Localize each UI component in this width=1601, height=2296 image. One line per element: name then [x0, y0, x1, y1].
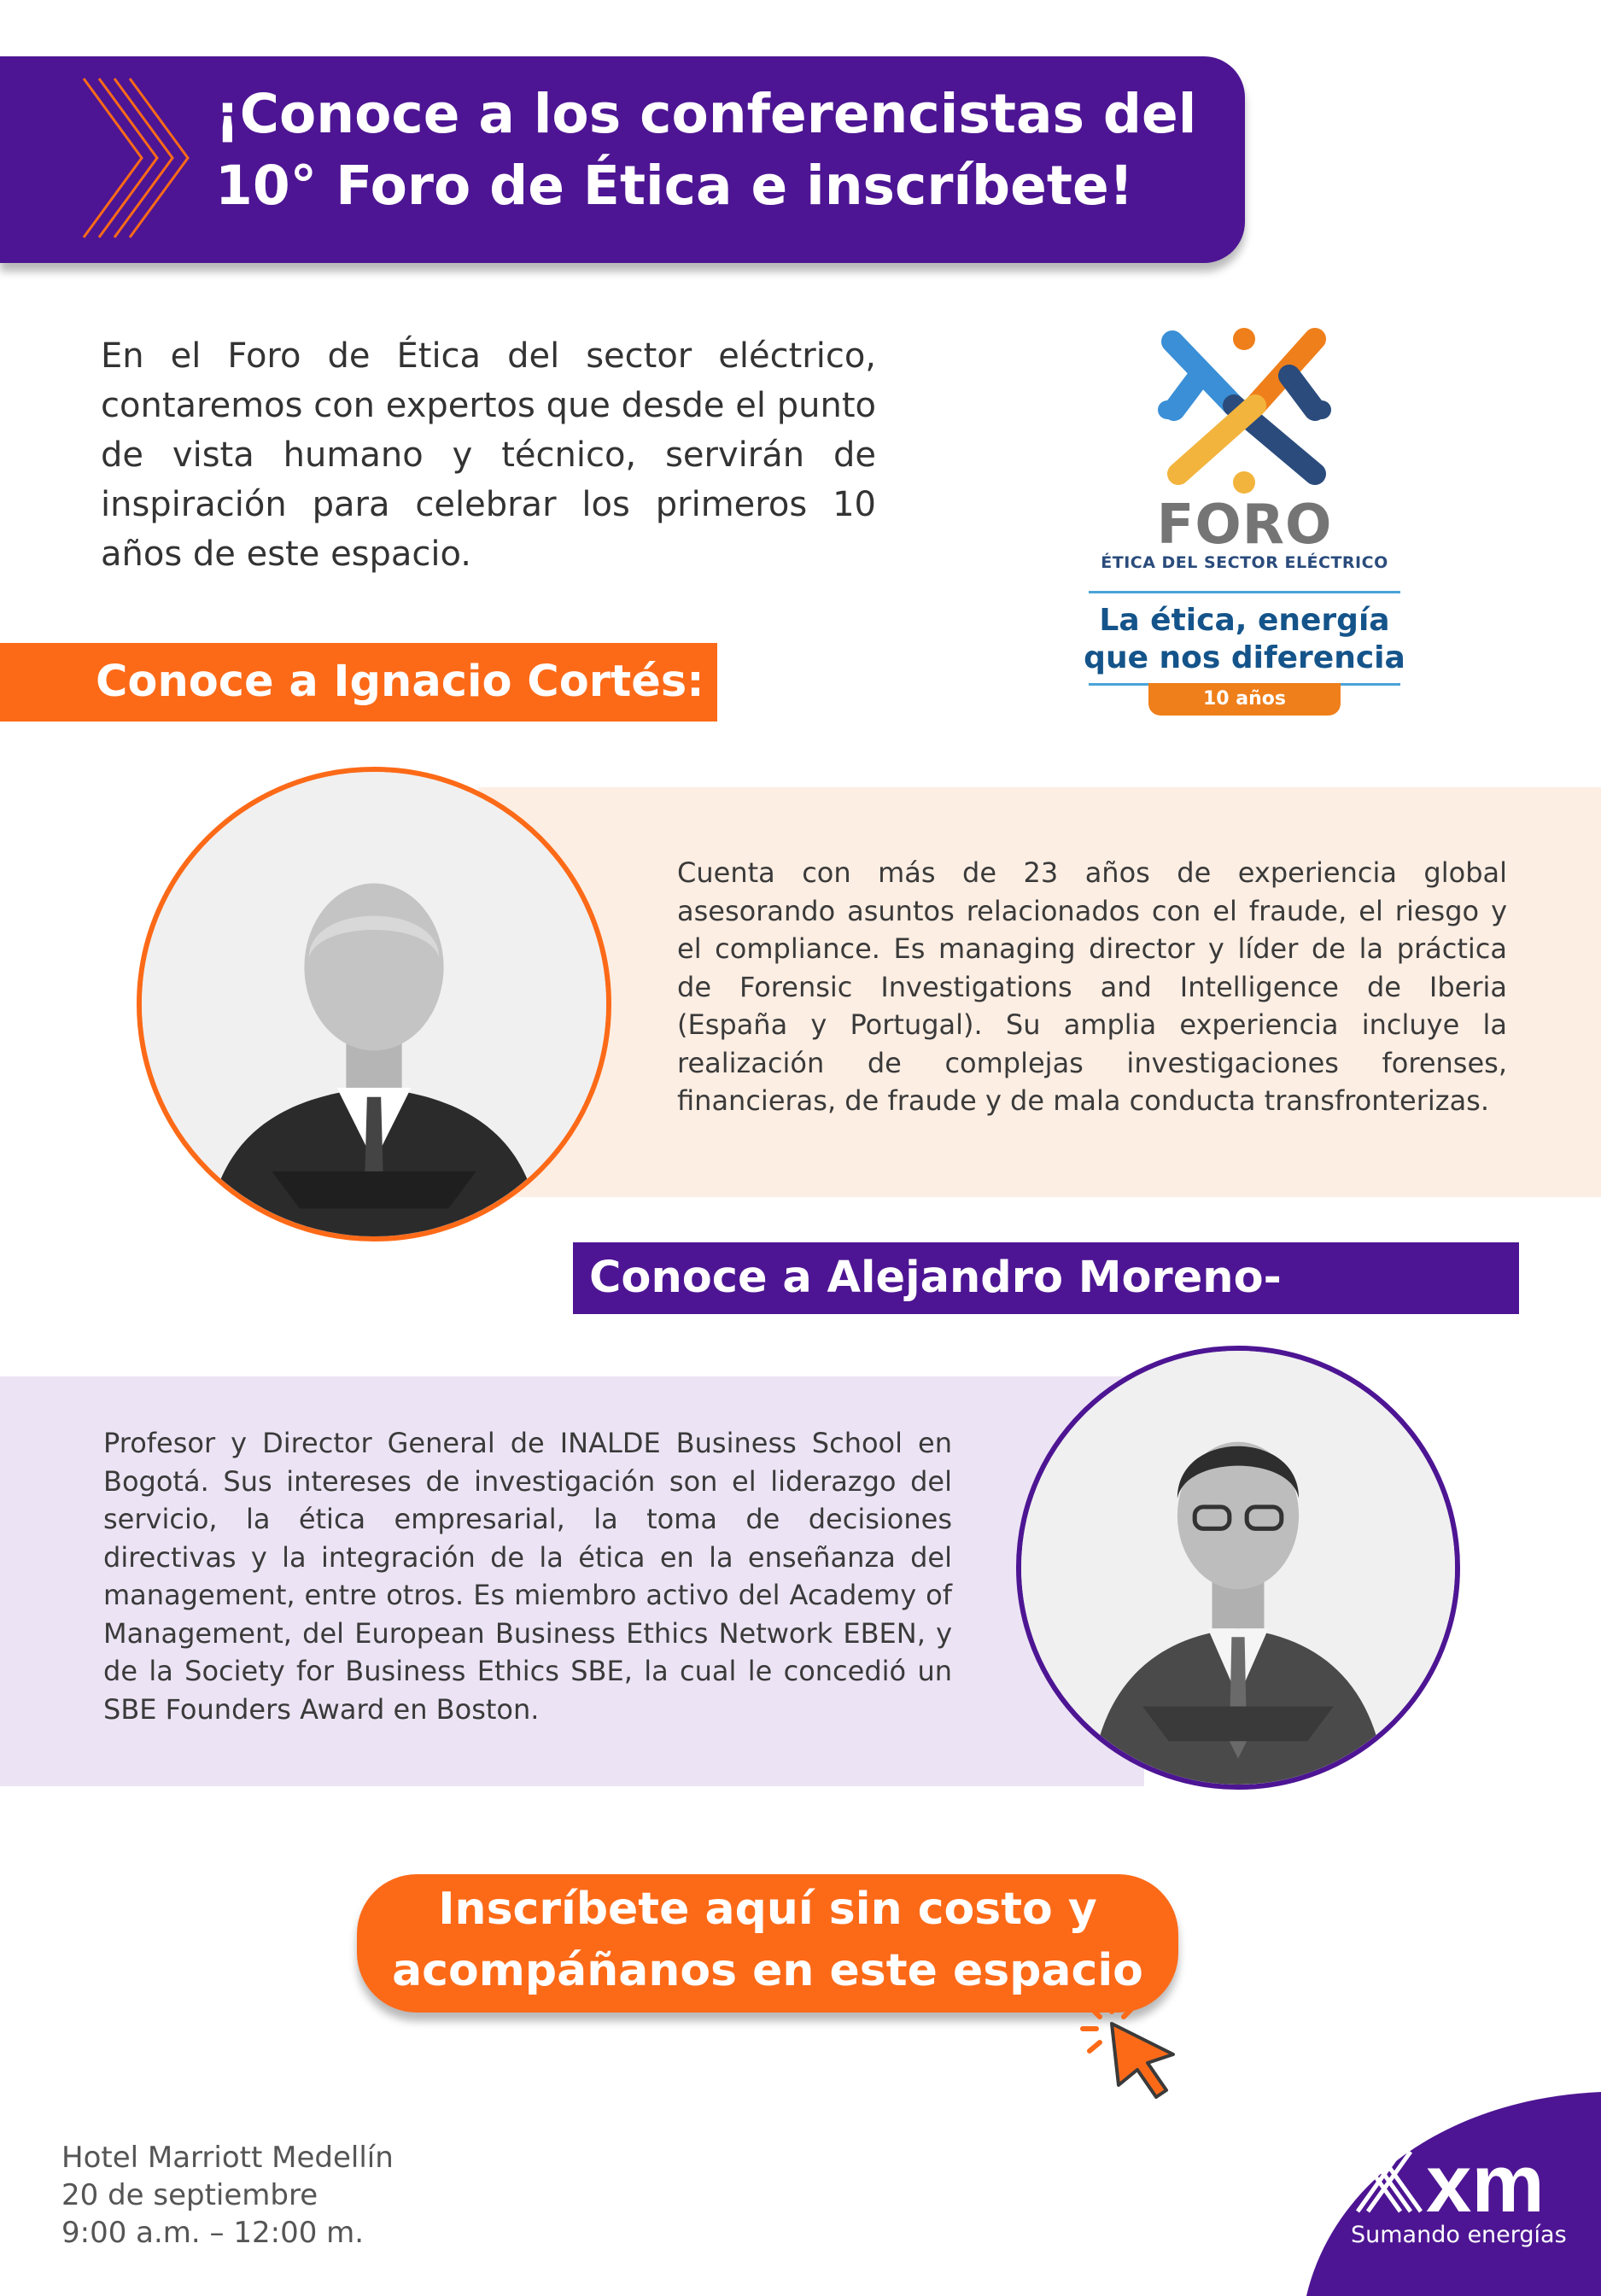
speaker-2-photo — [1016, 1346, 1460, 1790]
event-date: 20 de septiembre — [61, 2178, 318, 2212]
speaker-1-photo — [137, 767, 611, 1241]
cta-line-2[interactable]: acompáñanos en este espacio — [392, 1945, 1143, 1996]
slogan-line-2: que nos diferencia — [1084, 640, 1405, 675]
xm-logo-corner — [1306, 2092, 1601, 2296]
event-venue: Hotel Marriott Medellín — [61, 2141, 394, 2175]
brand-tagline: Sumando energías — [1351, 2222, 1567, 2248]
title-line-2: 10° Foro de Ética e inscríbete! — [215, 155, 1134, 217]
logo-subtitle: ÉTICA DEL SECTOR ELÉCTRICO — [1101, 553, 1388, 572]
logo-name: FORO — [1156, 494, 1333, 557]
foro-logo-icon — [1148, 320, 1341, 495]
slogan-line-1: La ética, energía — [1099, 603, 1390, 638]
speaker-1-heading: Conoce a Ignacio Cortés: — [96, 657, 704, 707]
page-title — [215, 79, 1223, 222]
speaker-2-bio: Profesor y Director General de INALDE Business School en Bogotá. Sus intereses de investigación son el liderazgo del servicio, la ética empresarial, la toma de decisiones directivas y la integración de la ética en la enseñanza del management, entre otros. Es miembro activo del Academy of Management, del European Business Ethics Network EBEN, y de la Society for Business Ethics SBE, la cual le concedió un SBE Founders Award en Boston. — [103, 1427, 952, 1726]
speaker-2-heading: Conoce a Alejandro Moreno-Salamanca: — [589, 1253, 1282, 1375]
click-cursor-icon — [1078, 1989, 1197, 2109]
cta-line-1[interactable]: Inscríbete aquí sin costo y — [438, 1884, 1097, 1935]
anniversary-badge: 10 años — [1148, 683, 1341, 716]
xm-wordmark: xm — [1426, 2138, 1545, 2229]
intro-paragraph: En el Foro de Ética del sector eléctrico, contaremos con expertos que desde el punto de vista humano y técnico, servirán de inspiración para celebrar los primeros 10 años de este espacio. — [101, 336, 876, 574]
register-button-label[interactable] — [357, 1878, 1178, 2001]
event-details — [61, 2139, 574, 2252]
event-time: 9:00 a.m. – 12:00 m. — [61, 2216, 365, 2250]
title-line-1: ¡Conoce a los conferencistas del — [215, 83, 1197, 145]
logo-slogan — [1080, 602, 1409, 677]
logo-divider — [1089, 591, 1400, 593]
chevron-decoration-icon — [82, 77, 202, 239]
speaker-1-bio: Cuenta con más de 23 años de experiencia global asesorando asuntos relacionados con el fraude, el riesgo y el compliance. Es managing director y líder de la práctica de Forensic Investigations and Intelligence de Iberia (España y Portugal). Su amplia experiencia incluye la realización de complejas investigaciones forenses, financieras, de fraude y de mala conducta transfronterizas. — [677, 856, 1507, 1117]
